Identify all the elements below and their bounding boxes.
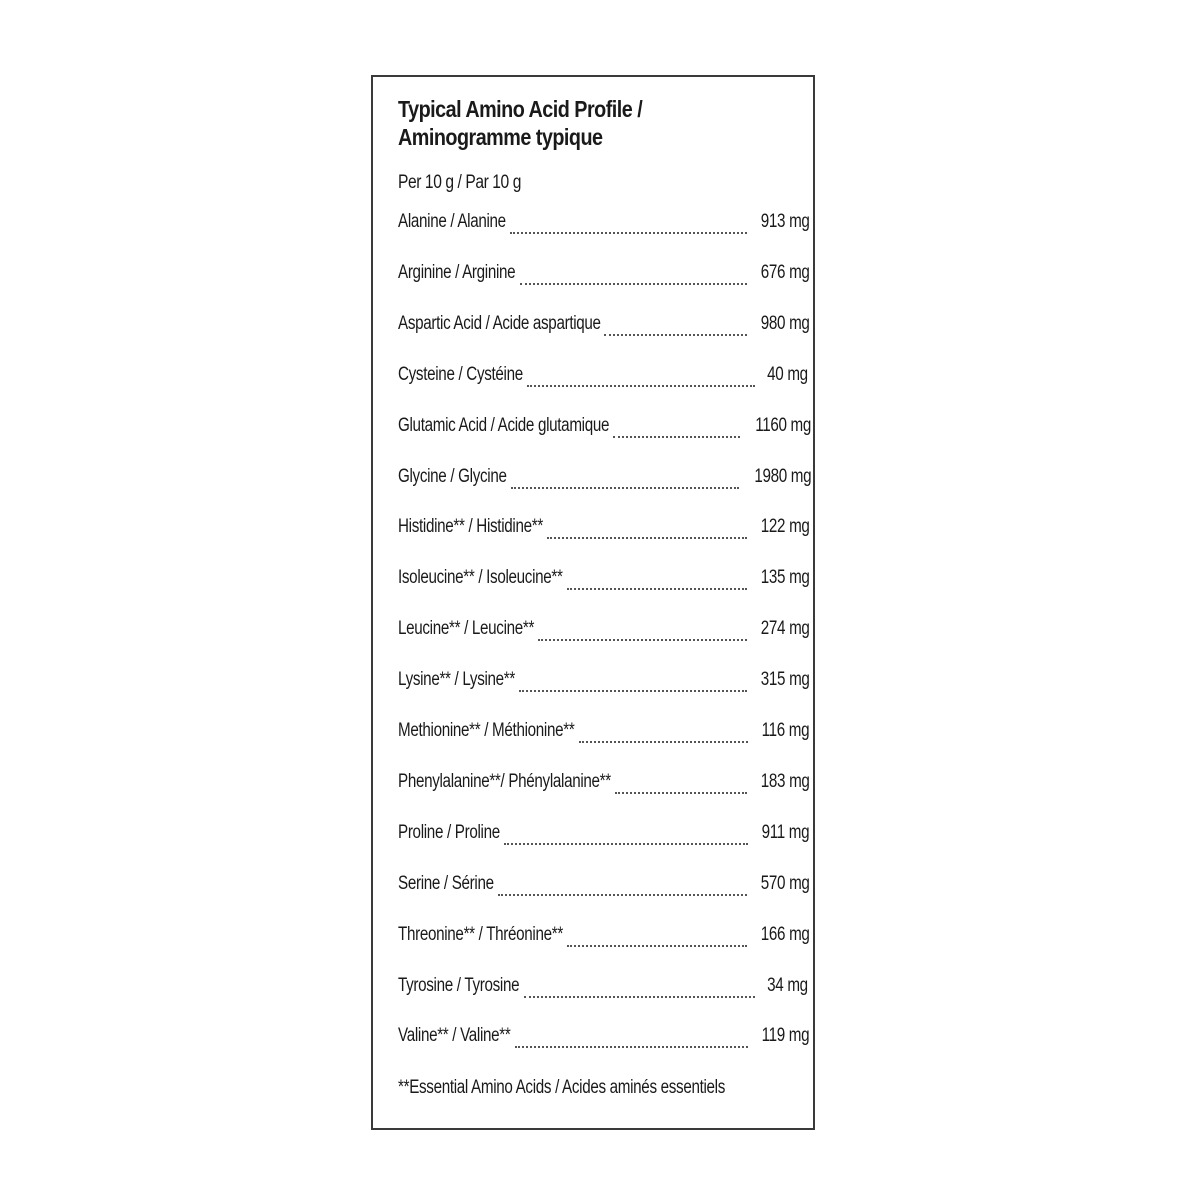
amino-acid-row <box>398 720 810 746</box>
amino-acid-row <box>398 821 810 848</box>
dot-leader <box>504 829 748 845</box>
amino-acid-row <box>398 872 810 899</box>
title-line-french: Aminogramme typique <box>398 124 603 150</box>
amino-acid-name: Methionine** / Méthionine** <box>398 720 575 741</box>
dot-leader <box>498 880 747 896</box>
amino-acid-amount: 913 mg <box>760 211 810 232</box>
amino-acid-row <box>398 414 811 441</box>
amino-acid-amount: 119 mg <box>761 1025 810 1047</box>
dot-leader <box>524 982 756 998</box>
amino-acid-amount: 315 mg <box>760 669 810 691</box>
amino-acid-name: Leucine** / Leucine** <box>398 618 535 640</box>
dot-leader <box>510 218 747 234</box>
dot-leader <box>567 931 747 947</box>
amino-acid-row <box>398 770 810 797</box>
amino-acid-name: Serine / Sérine <box>398 872 494 894</box>
amino-acid-amount: 911 mg <box>761 821 810 843</box>
amino-acid-amount: 166 mg <box>760 923 810 945</box>
amino-acid-amount: 116 mg <box>761 720 810 741</box>
amino-acid-name: Aspartic Acid / Acide aspartique <box>398 312 601 334</box>
amino-acid-name: Proline / Proline <box>398 821 500 843</box>
amino-acid-row <box>398 618 810 644</box>
amino-acid-name: Phenylalanine**/ Phénylalanine** <box>398 770 611 792</box>
amino-acid-row <box>398 1025 810 1051</box>
amino-acid-amount: 1980 mg <box>754 465 812 487</box>
amino-acid-row <box>398 923 810 950</box>
dot-leader <box>567 574 747 590</box>
amino-acid-row <box>398 211 810 237</box>
amino-acid-row <box>398 974 809 1001</box>
amino-acid-name: Glutamic Acid / Acide glutamique <box>398 414 610 436</box>
dot-leader <box>613 422 740 438</box>
amino-acid-amount: 980 mg <box>760 312 810 334</box>
amino-acid-amount: 676 mg <box>760 261 810 283</box>
dot-leader <box>538 625 747 641</box>
amino-acid-name: Isoleucine** / Isoleucine** <box>398 567 563 589</box>
amino-acid-row <box>398 669 810 695</box>
dot-leader <box>515 1032 748 1048</box>
amino-acid-name: Threonine** / Thréonine** <box>398 923 563 945</box>
amino-acid-row <box>398 567 810 593</box>
amino-acid-amount: 570 mg <box>760 872 810 894</box>
amino-acid-row <box>398 363 809 390</box>
amino-acid-name: Arginine / Arginine <box>398 261 516 283</box>
amino-acid-amount: 183 mg <box>760 770 810 792</box>
amino-acid-row <box>398 261 810 288</box>
amino-acid-amount: 135 mg <box>760 567 810 589</box>
amino-acid-name: Valine** / Valine** <box>398 1025 511 1047</box>
amino-acid-name: Cysteine / Cystéine <box>398 363 523 385</box>
dot-leader <box>519 676 747 692</box>
dot-leader <box>615 778 747 794</box>
amino-acid-amount: 40 mg <box>767 363 809 385</box>
amino-acid-name: Glycine / Glycine <box>398 465 507 487</box>
amino-acid-name: Tyrosine / Tyrosine <box>398 974 520 996</box>
dot-leader <box>579 727 748 743</box>
dot-leader <box>547 523 747 539</box>
amino-acid-row <box>398 312 810 339</box>
serving-size: Per 10 g / Par 10 g <box>398 172 521 193</box>
dot-leader <box>527 371 755 387</box>
amino-acid-name: Lysine** / Lysine** <box>398 669 515 691</box>
dot-leader <box>604 320 747 336</box>
amino-acid-amount: 1160 mg <box>755 414 811 436</box>
title-line-english: Typical Amino Acid Profile / <box>398 96 643 122</box>
amino-acid-row <box>398 516 810 542</box>
amino-acid-row <box>398 465 812 492</box>
dot-leader <box>511 473 739 489</box>
amino-acid-amount: 274 mg <box>760 618 810 640</box>
panel-title <box>398 95 742 151</box>
dot-leader <box>520 269 748 285</box>
amino-acid-amount: 122 mg <box>760 516 810 538</box>
amino-acid-amount: 34 mg <box>767 974 809 996</box>
amino-acid-profile-panel <box>371 75 815 1130</box>
amino-acid-name: Alanine / Alanine <box>398 211 506 232</box>
amino-acid-name: Histidine** / Histidine** <box>398 516 543 538</box>
footnote: **Essential Amino Acids / Acides aminés essentiels <box>398 1077 726 1098</box>
